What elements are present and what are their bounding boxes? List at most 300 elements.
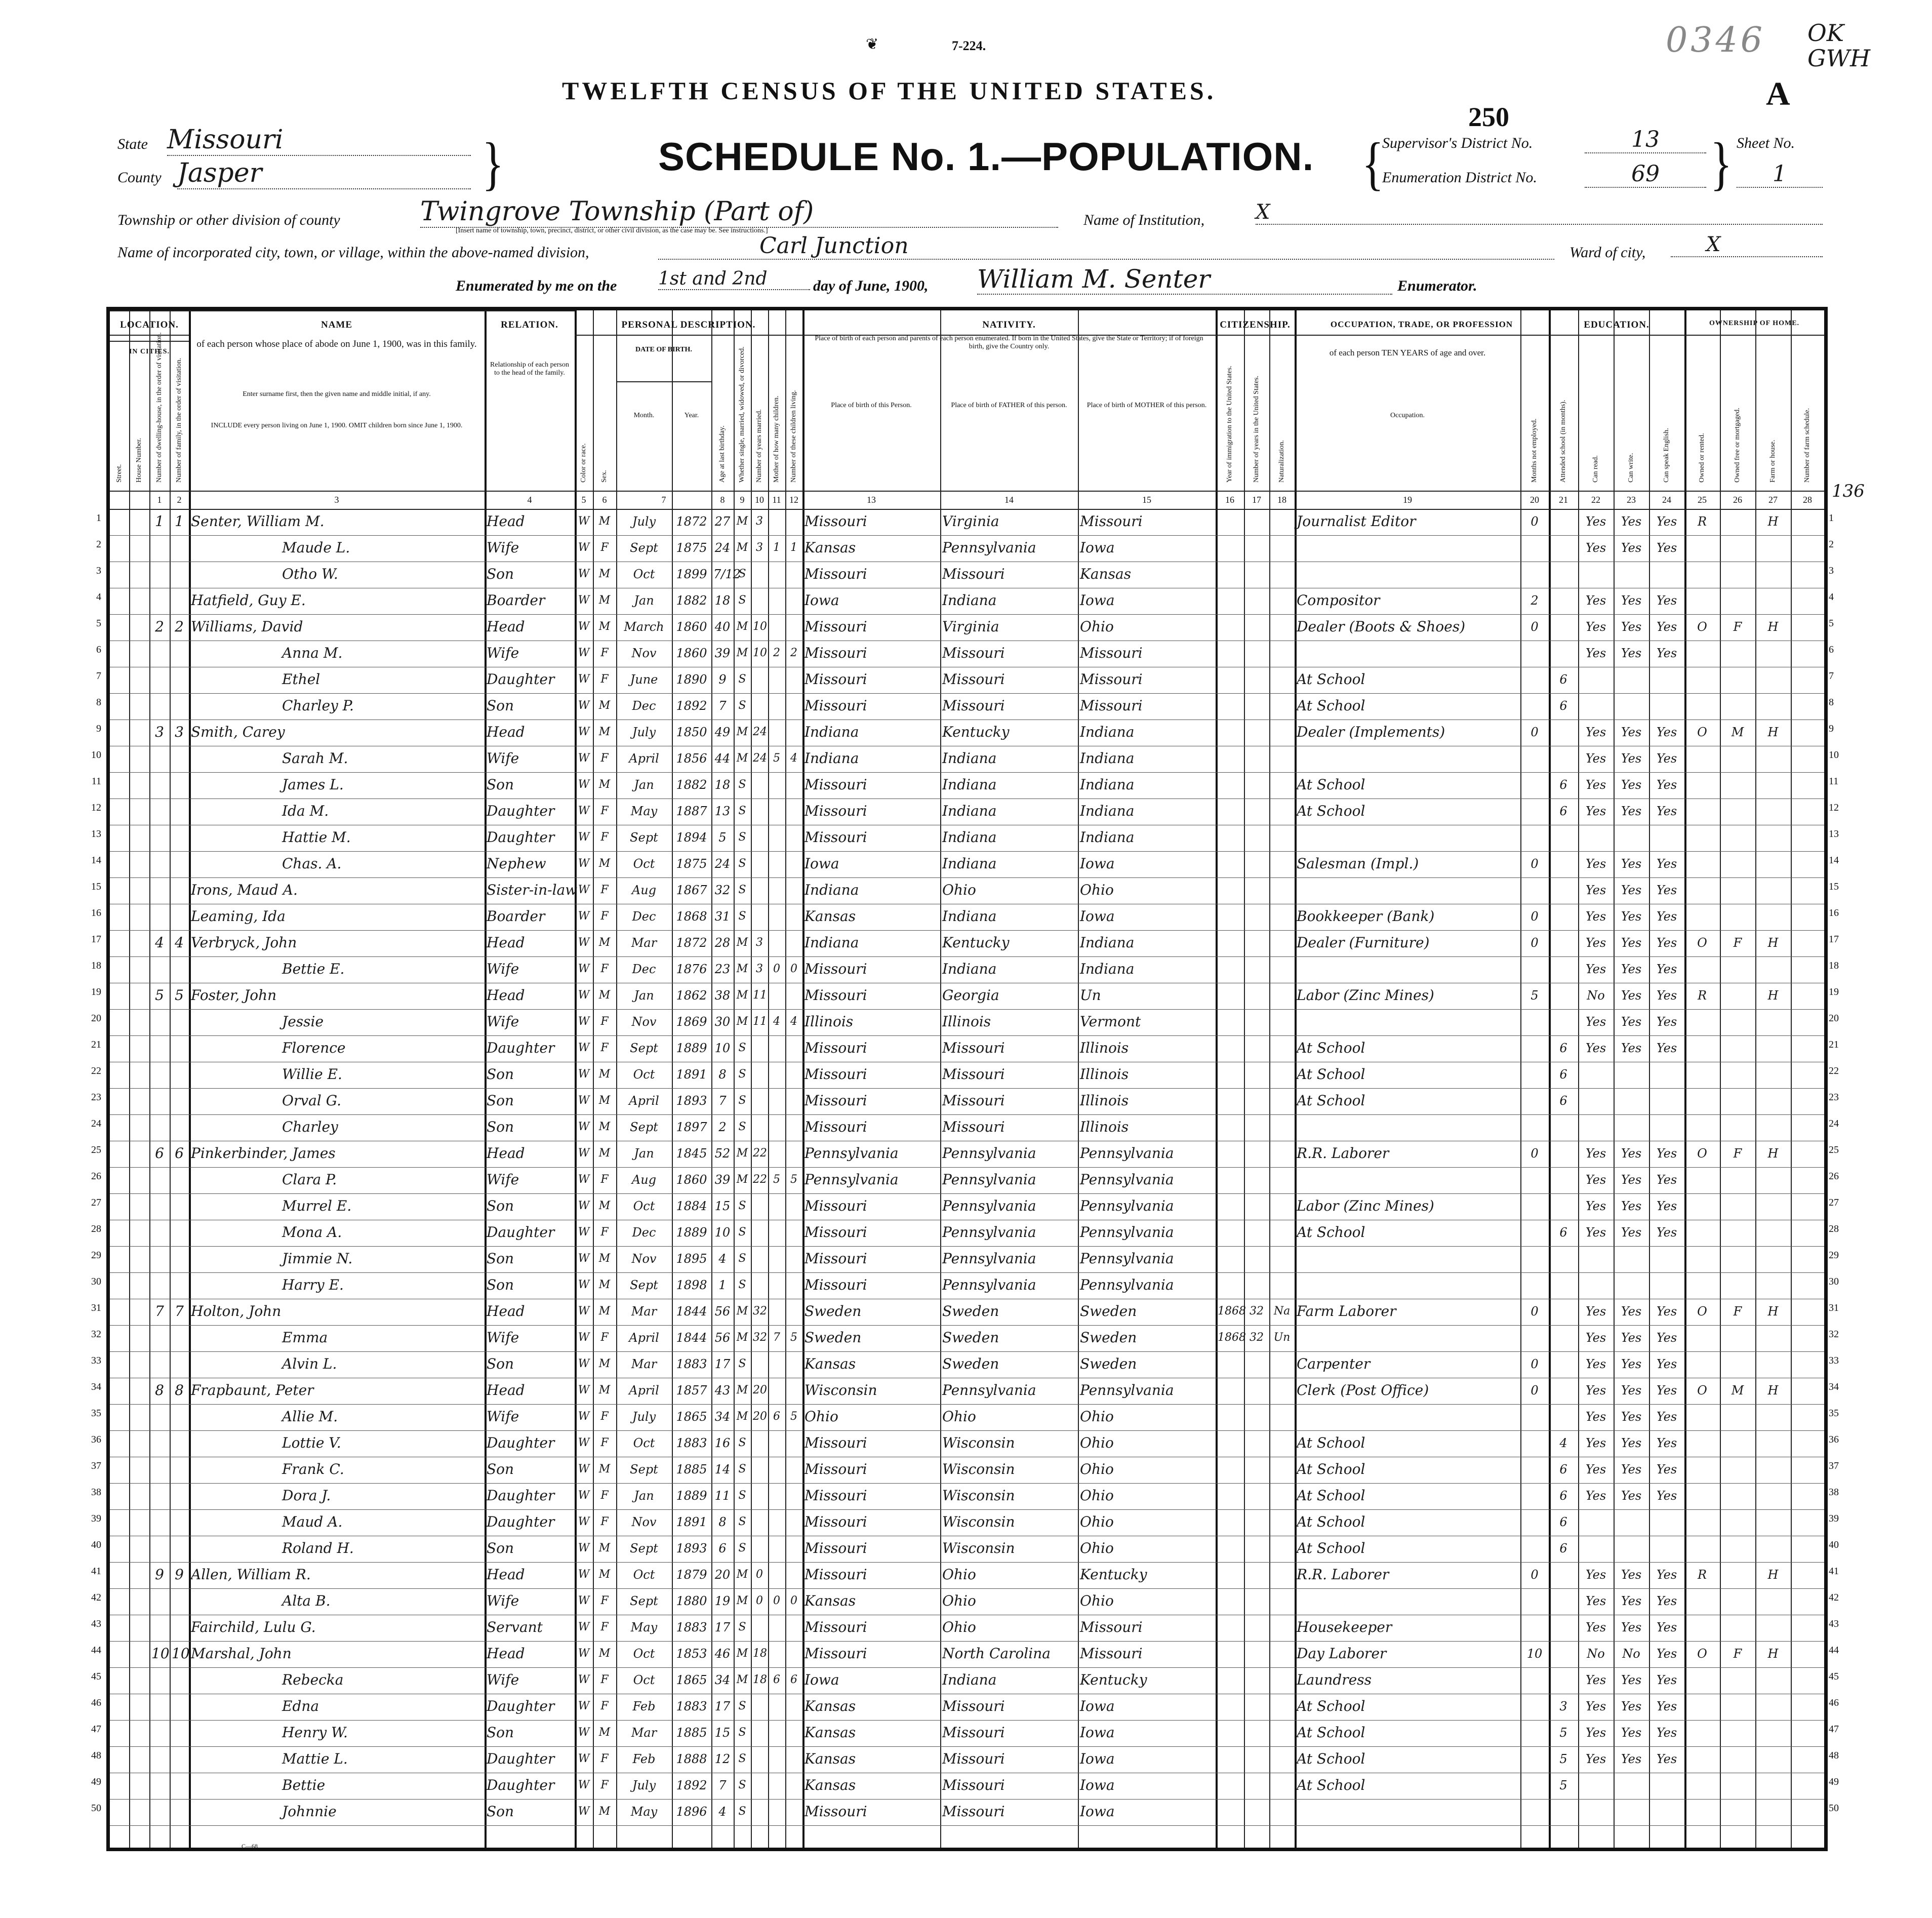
cell-mo: Aug [631,1173,657,1187]
cell-yr: 1865 [676,1410,707,1424]
row-number: 44 [1829,1645,1839,1656]
table-row [110,1325,1824,1351]
cell-wr: Yes [1621,804,1642,818]
cell-pob: Missouri [804,1461,867,1477]
cell-dw: 9 [155,1566,164,1583]
cell-rel: Son [487,1724,514,1741]
cell-sex: F [600,1700,609,1712]
supervisor-label: Supervisor's District No. [1382,135,1533,151]
cell-race: W [578,1015,590,1028]
cell-occ: At School [1297,697,1365,714]
cell-ms: S [738,1489,746,1502]
row-number: 31 [91,1302,101,1313]
cell-en: Yes [1656,1699,1677,1713]
state-value: Missouri [167,125,471,156]
row-number: 23 [1829,1092,1839,1103]
cell-ms: M [736,1673,748,1686]
month-header: Month. [633,412,655,419]
cell-pob: Missouri [804,1645,867,1662]
cell-rd: Yes [1585,1699,1606,1713]
schedule-title: SCHEDULE No. 1.—POPULATION. [658,134,1314,179]
cell-ms: S [738,778,746,791]
cell-occ: Dealer (Furniture) [1297,934,1430,951]
cell-ym: 22 [753,1147,767,1160]
cell-ch: 0 [773,1594,780,1607]
cell-wr: Yes [1621,1015,1642,1029]
relation-description: Relationship of each person to the head of the family. [490,361,569,377]
cell-wr: Yes [1621,1146,1642,1161]
cell-rel: Son [487,1092,514,1109]
row-number: 12 [1829,802,1839,813]
cell-name: Maud A. [282,1513,343,1530]
cell-yr: 1883 [676,1620,707,1634]
group-rule [110,335,189,336]
cell-fpob: Wisconsin [942,1513,1015,1530]
cell-pob: Missouri [804,1487,867,1504]
cell-pob: Indiana [804,882,859,898]
cell-name: Maude L. [282,539,350,556]
column-number: 2 [177,495,182,505]
cell-race: W [578,1357,590,1370]
table-row [110,1509,1824,1536]
cell-en: Yes [1656,1594,1677,1608]
cell-race: W [578,857,590,870]
margin-note: 136 [1832,481,1865,501]
township-note: [Insert name of township, town, precinct, district, or other civil division, as the case may be. See instructions.] [456,227,768,234]
column-number: 16 [1225,495,1234,505]
cell-rd: Yes [1585,909,1606,924]
stamp-number: 0346 [1666,20,1766,60]
cell-ym: 32 [753,1331,767,1344]
cell-mne: 0 [1531,857,1539,871]
cell-mne: 0 [1531,1568,1539,1582]
row-number: 29 [1829,1250,1839,1261]
rotated-header-own: Owned or rented. [1698,433,1706,483]
cell-mpob: Ohio [1080,1540,1114,1556]
cell-age: 17 [714,1357,731,1371]
cell-mo: May [630,1620,658,1634]
cell-mo: March [624,620,664,634]
cell-wr: Yes [1621,1489,1642,1503]
cell-ms: S [738,857,746,870]
cell-mpob: Indiana [1080,750,1135,767]
cell-rel: Wife [487,1329,519,1346]
cell-rel: Son [487,1066,514,1083]
rotated-header-farm: Number of farm schedule. [1803,408,1811,483]
cell-sch: 6 [1559,778,1567,792]
cell-cl: 0 [790,963,797,975]
cell-occ: At School [1297,1487,1365,1504]
cell-nat: Na [1273,1305,1291,1317]
cell-fpob: Missouri [942,1066,1005,1083]
cell-mne: 10 [1526,1647,1543,1661]
cell-ms: M [736,620,748,633]
cell-age: 43 [714,1383,731,1397]
cell-rel: Son [487,1118,514,1135]
rotated-header-house: House Number. [135,438,143,483]
cell-rel: Daughter [487,1777,555,1793]
cell-age: 31 [714,909,731,924]
cell-occ: At School [1297,1066,1365,1083]
cell-occ: Farm Laborer [1297,1303,1396,1320]
column-number: 24 [1662,495,1671,505]
cell-occ: Housekeeper [1297,1619,1392,1635]
rotated-header-nat: Naturalization. [1278,440,1285,483]
cell-sch: 4 [1559,1436,1567,1450]
cell-rel: Daughter [487,1513,555,1530]
table-row [110,1483,1824,1509]
cell-race: W [578,1173,590,1186]
cell-mpob: Ohio [1080,1592,1114,1609]
cell-rel: Wife [487,645,519,661]
row-number: 16 [91,907,101,918]
cell-mpob: Pennsylvania [1080,1197,1174,1214]
row-rule [110,1825,1824,1826]
cell-dw: 6 [155,1145,164,1162]
row-number: 3 [96,565,101,576]
cell-age: 34 [714,1410,731,1424]
cell-race: W [578,699,590,712]
cell-en: Yes [1656,1383,1677,1397]
cell-pob: Indiana [804,724,859,740]
cell-pob: Missouri [804,987,867,1004]
cell-en: Yes [1656,883,1677,897]
table-row [110,1562,1824,1588]
cell-pob: Missouri [804,645,867,661]
cell-race: W [578,805,590,817]
cell-en: Yes [1656,646,1677,660]
cell-yr: 1856 [676,751,707,766]
cell-age: 1 [718,1278,727,1292]
table-row [110,1141,1824,1167]
cell-ms: M [736,1568,748,1581]
row-number: 22 [91,1065,101,1076]
cell-name: Ida M. [282,803,329,819]
cell-rd: Yes [1585,593,1606,608]
cell-wr: Yes [1621,778,1642,792]
cell-own: O [1697,1647,1707,1661]
cell-race: W [578,1805,590,1818]
table-row [110,1615,1824,1641]
cell-yr: 1899 [676,567,707,581]
cell-fam: 5 [175,987,184,1004]
row-number: 43 [1829,1618,1839,1629]
cell-rd: Yes [1585,541,1606,555]
cell-ym: 32 [753,1305,767,1317]
form-number: 7-224. [952,38,986,53]
header-rule [110,491,1824,492]
row-number: 35 [1829,1408,1839,1419]
row-number: 12 [91,802,101,813]
cell-wr: Yes [1621,1225,1642,1240]
cell-mpob: Ohio [1080,1408,1114,1425]
cell-sch: 6 [1559,1225,1567,1240]
row-number: 2 [1829,539,1834,550]
cell-rel: Sister-in-law [487,882,578,898]
row-number: 1 [96,512,101,524]
cell-en: Yes [1656,593,1677,608]
cell-age: 7 [718,1094,727,1108]
cell-wr: Yes [1621,514,1642,529]
cell-fpob: Georgia [942,987,999,1004]
cell-fpob: Missouri [942,1698,1005,1714]
cell-wr: Yes [1621,1410,1642,1424]
cell-pob: Kansas [804,1750,856,1767]
cell-ms: S [738,1200,746,1212]
cell-rd: Yes [1585,1146,1606,1161]
cell-sex: F [600,1410,609,1423]
row-number: 39 [1829,1513,1839,1524]
cell-ms: S [738,1805,746,1818]
ward-value: X [1671,233,1823,257]
cell-age: 27 [714,514,731,529]
cell-pob: Kansas [804,1777,856,1793]
cell-rel: Servant [487,1619,543,1635]
cell-yr: 1876 [676,962,707,976]
cell-cl: 5 [790,1173,797,1186]
row-number: 19 [1829,986,1839,997]
cell-mpob: Ohio [1080,1487,1114,1504]
cell-fm: M [1731,1383,1744,1397]
cell-ms: S [738,1752,746,1765]
cell-age: 8 [718,1067,727,1082]
cell-rd: Yes [1585,1199,1606,1213]
cell-pob: Kansas [804,1355,856,1372]
cell-occ: R.R. Laborer [1297,1145,1389,1162]
cell-fpob: Missouri [942,1750,1005,1767]
sheet-value: 1 [1737,161,1823,188]
row-number: 24 [91,1118,101,1129]
cell-mpob: Sweden [1080,1303,1137,1320]
cell-sex: M [598,1147,611,1160]
cell-occ: At School [1297,1540,1365,1556]
cell-ym: 0 [756,1568,763,1581]
cell-sch: 3 [1559,1699,1567,1713]
table-row [110,641,1824,667]
rotated-header-wr: Can write. [1627,453,1635,483]
cell-sex: M [598,1463,611,1475]
column-number: 19 [1403,495,1412,505]
cell-age: 7 [718,1778,727,1792]
cell-fpob: Sweden [942,1329,999,1346]
table-row [110,1009,1824,1035]
cell-sch: 6 [1559,804,1567,818]
column-number: 18 [1277,495,1286,505]
cell-name: Frapbaunt, Peter [191,1382,314,1398]
cell-cl: 1 [790,541,797,554]
cell-pob: Sweden [804,1303,862,1320]
cell-race: W [578,1278,590,1291]
cell-fpob: Missouri [942,697,1005,714]
cell-mpob: Kansas [1080,566,1132,582]
cell-name: Williams, David [191,618,303,635]
row-number: 5 [1829,618,1834,629]
row-number: 46 [91,1697,101,1708]
cell-name: Jessie [282,1013,324,1030]
cell-sex: M [598,1384,611,1396]
cell-ym: 3 [756,936,763,949]
cell-sex: M [598,1094,611,1107]
cell-mpob: Indiana [1080,829,1135,846]
cell-age: 15 [714,1199,731,1213]
cell-yr: 1845 [676,1146,707,1161]
nativity-description: Place of birth of each person and parents of each person enumerated. If born in the United States, give the State or Territory; if of foreign birth, give the Country only. [815,335,1203,350]
column-number: 22 [1591,495,1600,505]
cell-sex: F [600,1515,609,1528]
cell-mo: Jan [634,1489,654,1503]
cell-rel: Head [487,1382,525,1398]
cell-wr: Yes [1621,988,1642,1003]
cell-sch: 6 [1559,1462,1567,1476]
cell-race: W [578,1410,590,1423]
cell-mne: 2 [1531,593,1539,608]
cell-mpob: Iowa [1080,908,1115,925]
cell-rel: Wife [487,961,519,977]
cell-fpob: Indiana [942,776,997,793]
cell-pob: Iowa [804,855,839,872]
cell-ms: S [738,1779,746,1791]
cell-yr: 1862 [676,988,707,1003]
cell-own: R [1697,1568,1707,1582]
enumeration-value: 69 [1585,161,1706,188]
cell-wr: Yes [1621,1383,1642,1397]
cell-rd: No [1587,1647,1605,1661]
cell-fpob: Pennsylvania [942,1171,1036,1188]
cell-ms: M [736,1331,748,1344]
table-row [110,1114,1824,1141]
cell-fpob: Ohio [942,1566,976,1583]
table-row [110,956,1824,983]
table-row [110,588,1824,614]
cell-name: Otho W. [282,566,338,582]
column-number: 9 [740,495,745,505]
cell-rel: Daughter [487,1698,555,1714]
cell-wr: Yes [1621,857,1642,871]
row-number: 39 [91,1513,101,1524]
enumerated-prefix: Enumerated by me on the [456,277,617,294]
cell-occ: At School [1297,1224,1365,1241]
cell-mo: Nov [631,1252,657,1266]
cell-occ: At School [1297,776,1365,793]
cell-age: 18 [714,778,731,792]
cell-sex: F [600,1436,609,1449]
cell-mpob: Missouri [1080,671,1143,688]
cell-age: 5 [718,830,727,845]
cell-name: Willie E. [282,1066,342,1083]
cell-race: W [578,1384,590,1396]
cell-race: W [578,1226,590,1238]
cell-ch: 6 [773,1673,780,1686]
cell-ms: S [738,884,746,896]
cell-yr: 1879 [676,1568,707,1582]
cell-sch: 5 [1559,1752,1567,1766]
row-number: 4 [96,591,101,603]
row-number: 37 [1829,1460,1839,1471]
cell-fh: H [1767,936,1779,950]
row-number: 38 [91,1487,101,1498]
table-row [110,1404,1824,1430]
cell-ms: M [736,989,748,1002]
row-number: 50 [91,1803,101,1814]
cell-rel: Head [487,987,525,1004]
cell-fpob: Indiana [942,855,997,872]
cell-pob: Missouri [804,1434,867,1451]
cell-fpob: Indiana [942,803,997,819]
cell-name: Johnnie [282,1803,337,1820]
cell-mne: 0 [1531,1383,1539,1397]
cell-race: W [578,1621,590,1633]
row-number: 46 [1829,1697,1839,1708]
cell-own: O [1697,620,1707,634]
row-number: 43 [91,1618,101,1629]
cell-yr: 1875 [676,857,707,871]
cell-name: Murrel E. [282,1197,352,1214]
cell-fm: F [1733,1146,1742,1161]
cell-yr: 1844 [676,1331,707,1345]
cell-mpob: Missouri [1080,697,1143,714]
cell-name: Senter, William M. [191,513,325,530]
cell-en: Yes [1656,1015,1677,1029]
cell-mpob: Iowa [1080,1803,1115,1820]
cell-yr: 1850 [676,725,707,739]
cell-ms: M [736,1384,748,1396]
cell-pob: Missouri [804,513,867,530]
column-number: 28 [1803,495,1812,505]
row-number: 26 [91,1171,101,1182]
table-row [110,1351,1824,1378]
cell-yr: 1872 [676,936,707,950]
cell-own: O [1697,725,1707,739]
cell-mpob: Ohio [1080,1513,1114,1530]
cell-fpob: Kentucky [942,934,1010,951]
cell-occ: At School [1297,671,1365,688]
cell-yr: 1860 [676,620,707,634]
row-number: 15 [91,881,101,892]
cell-occ: At School [1297,1777,1365,1793]
row-number: 33 [91,1355,101,1366]
cell-race: W [578,1331,590,1344]
cell-yr: 1860 [676,1173,707,1187]
cell-mo: Mar [631,936,657,950]
cell-ms: S [738,1463,746,1475]
cell-wr: Yes [1621,1673,1642,1687]
cell-age: 18 [714,593,731,608]
brace-left: } [482,131,504,196]
row-number: 48 [1829,1750,1839,1761]
row-number: 31 [1829,1302,1839,1313]
cell-age: 19 [714,1594,731,1608]
cell-age: 28 [714,936,731,950]
row-number: 14 [91,855,101,866]
cell-rel: Son [487,1355,514,1372]
cell-cl: 5 [790,1410,797,1423]
cell-yr: 1897 [676,1120,707,1134]
cell-wr: Yes [1621,646,1642,660]
cell-pob: Missouri [804,1619,867,1635]
cell-rel: Son [487,1540,514,1556]
cell-rd: Yes [1585,1357,1606,1371]
cell-race: W [578,831,590,844]
state-label: State [117,136,148,152]
column-number: 13 [867,495,876,505]
cell-rd: Yes [1585,962,1606,976]
table-row [110,1588,1824,1615]
cell-sex: M [598,594,611,607]
cell-ms: S [738,1357,746,1370]
table-row [110,1088,1824,1114]
row-number: 6 [96,644,101,655]
column-number: 27 [1768,495,1778,505]
